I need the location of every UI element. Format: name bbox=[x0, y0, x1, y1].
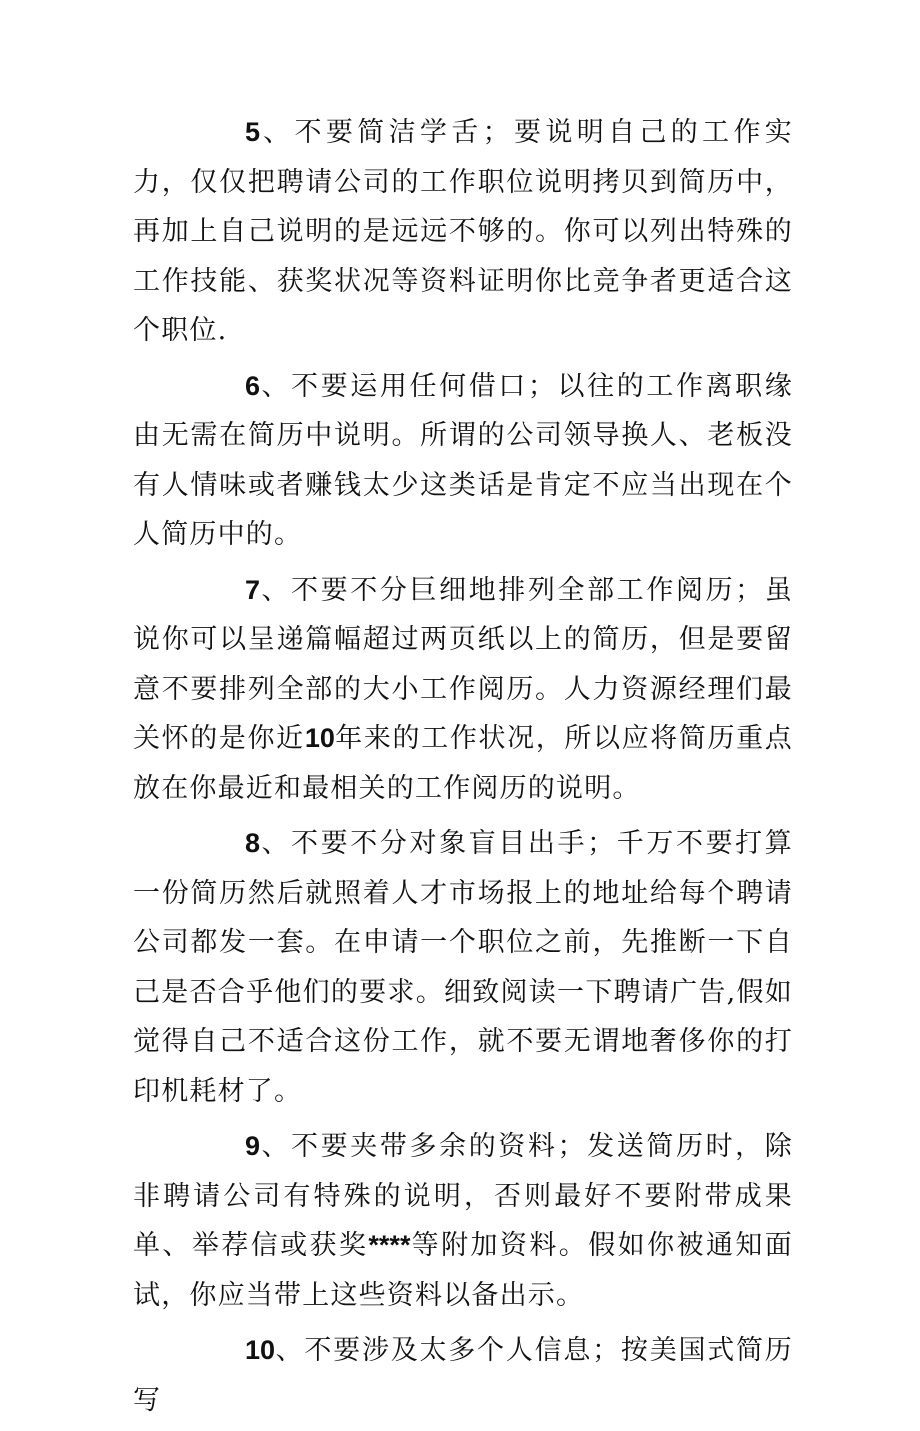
paragraph-text: 、不要运用任何借口；以往的工作离职缘由无需在简历中说明。所谓的公司领导换人、老板没有人情味或者赚钱太少这类话是肯定不应当出现在个人简历中的。 bbox=[133, 370, 793, 550]
paragraph-number: 9 bbox=[245, 1131, 261, 1161]
paragraph-8 bbox=[133, 819, 793, 1116]
paragraph-stars: **** bbox=[368, 1230, 411, 1260]
paragraph-text: 、不要涉及太多个人信息；按美国式简历写 bbox=[133, 1335, 793, 1416]
paragraph-5 bbox=[133, 108, 793, 356]
paragraph-text: 年来的工作状况，所以应将简历重点放在你最近和最相关的工作阅历的说明。 bbox=[133, 723, 794, 804]
paragraph-number: 8 bbox=[245, 828, 261, 858]
paragraph-text: 、不要简洁学舌；要说明自己的工作实力，仅仅把聘请公司的工作职位说明拷贝到简历中，再加上自己说明的是远远不够的。你可以列出特殊的工作技能、获奖状况等资料证明你比竞争者更适合这个职位. bbox=[133, 117, 793, 346]
paragraph-10 bbox=[133, 1326, 793, 1425]
paragraph-text: 、不要不分巨细地排列全部工作阅历；虽说你可以呈递篇幅超过两页纸以上的简历，但是要留意不要排列全部的大小工作阅历。人力资源经理们最关怀的是你近 bbox=[133, 574, 793, 754]
paragraph-digits: 10 bbox=[304, 723, 335, 753]
paragraph-number: 6 bbox=[245, 370, 261, 401]
document-body bbox=[133, 108, 793, 1431]
paragraph-text: 、不要夹带多余的资料；发送简历时，除非聘请公司有特殊的说明，否则最好不要附带成果单、举荐信或获奖 bbox=[133, 1131, 793, 1261]
paragraph-7 bbox=[133, 566, 793, 814]
paragraph-text: 、不要不分对象盲目出手；千万不要打算一份简历然后就照着人才市场报上的地址给每个聘请公司都发一套。在申请一个职位之前，先推断一下自己是否合乎他们的要求。细致阅读一下聘请广告,假如觉得自己不适合这份工作，就不要无谓地奢侈你的打印机耗材了。 bbox=[133, 828, 793, 1107]
paragraph-9 bbox=[133, 1122, 793, 1320]
paragraph-text: 等附加资料。假如你被通知面试，你应当带上这些资料以备出示。 bbox=[133, 1230, 793, 1311]
paragraph-number: 5 bbox=[245, 117, 261, 147]
paragraph-number: 7 bbox=[245, 574, 261, 605]
paragraph-6 bbox=[133, 362, 793, 560]
paragraph-number: 10 bbox=[245, 1335, 276, 1365]
